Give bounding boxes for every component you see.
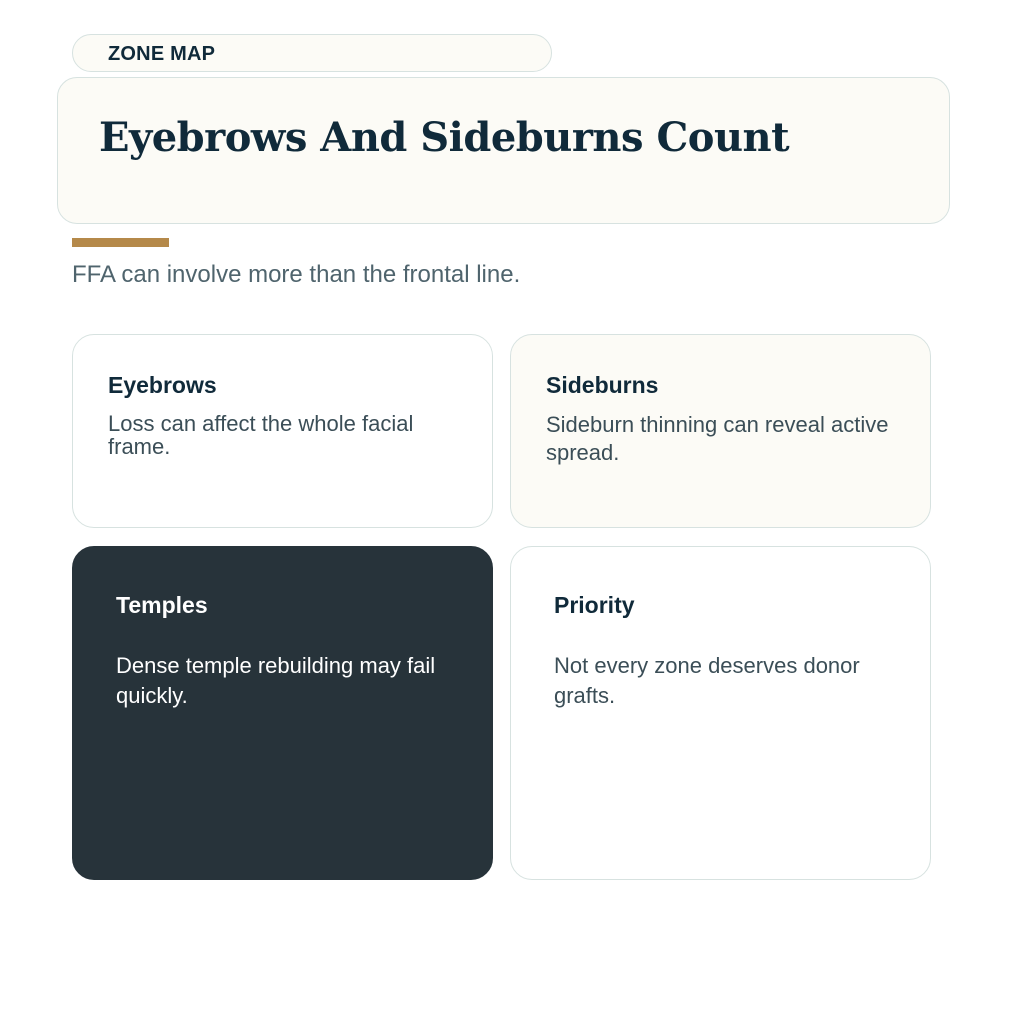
card-sideburns [510, 334, 931, 528]
card-title: Temples [116, 592, 208, 618]
card-title: Sideburns [546, 372, 659, 398]
card-body: Not every zone deserves donor grafts. [554, 653, 860, 708]
card-priority [510, 546, 931, 880]
page-subtitle: FFA can involve more than the frontal line. [72, 261, 521, 288]
card-eyebrows [72, 334, 493, 528]
card-title: Eyebrows [108, 372, 217, 398]
card-body: Sideburn thinning can reveal active spread. [546, 412, 889, 465]
page-title: Eyebrows And Sideburns Count [99, 114, 790, 161]
accent-bar [72, 238, 169, 247]
title-card [57, 77, 950, 224]
card-title: Priority [554, 592, 635, 618]
card-body: Dense temple rebuilding may fail quickly. [116, 653, 436, 708]
section-kicker-label: ZONE MAP [108, 43, 216, 65]
section-kicker [72, 34, 552, 72]
card-temples [72, 546, 493, 880]
card-body: Loss can affect the whole facial frame. [108, 411, 414, 459]
